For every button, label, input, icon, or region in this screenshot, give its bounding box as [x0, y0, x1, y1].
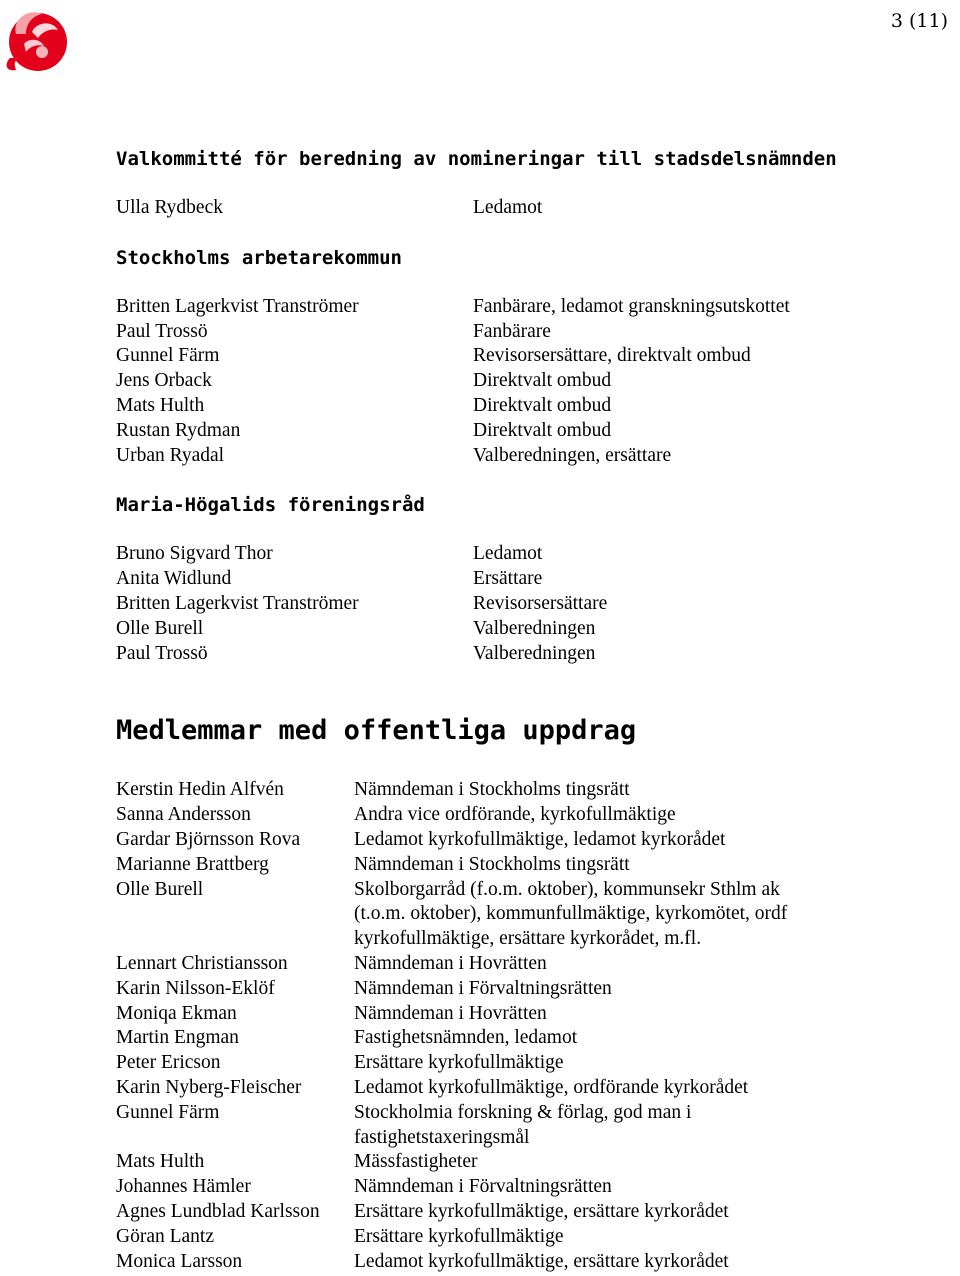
list-item — [116, 803, 936, 828]
member-list — [116, 196, 936, 221]
member-name: Bruno Sigvard Thor — [116, 543, 273, 565]
list-item — [116, 617, 936, 642]
member-role: Ersättare kyrkofullmäktige — [354, 1225, 564, 1247]
member-role: Fanbärare, ledamot granskningsutskottet — [473, 295, 790, 317]
member-role: Direktvalt ombud — [473, 394, 612, 416]
list-item — [116, 1051, 936, 1076]
member-name: Karin Nilsson-Eklöf — [116, 977, 275, 999]
role-line: fastighetstaxeringsmål — [354, 1126, 530, 1148]
member-name: Kerstin Hedin Alfvén — [116, 779, 284, 801]
member-name: Agnes Lundblad Karlsson — [116, 1200, 320, 1222]
member-name: Urban Ryadal — [116, 444, 225, 466]
member-name: Monica Larsson — [116, 1250, 243, 1272]
member-role: Valberedningen, ersättare — [473, 444, 672, 466]
member-name: Gunnel Färm — [116, 1101, 220, 1123]
member-role: Nämndeman i Hovrätten — [354, 952, 547, 974]
member-role: Ledamot — [473, 543, 543, 565]
member-name: Mats Hulth — [116, 394, 205, 416]
member-role: Ersättare kyrkofullmäktige — [354, 1052, 564, 1074]
role-line: Skolborgarråd (f.o.m. oktober), kommunsekr Sthlm ak — [354, 878, 780, 900]
rose-logo-icon — [2, 4, 70, 74]
member-name: Britten Lagerkvist Tranströmer — [116, 592, 359, 614]
member-name: Martin Engman — [116, 1027, 239, 1049]
list-item — [116, 1250, 936, 1275]
member-name: Paul Trossö — [116, 320, 208, 342]
list-item — [116, 778, 936, 803]
document-body — [116, 146, 936, 1274]
list-item — [116, 977, 936, 1002]
member-role: Andra vice ordförande, kyrkofullmäktige — [354, 804, 676, 826]
role-line: kyrkofullmäktige, ersättare kyrkorådet, m.fl. — [354, 928, 702, 950]
list-item — [116, 952, 936, 977]
member-role: Valberedningen — [473, 617, 596, 639]
member-name: Ulla Rydbeck — [116, 197, 223, 218]
member-role: Fanbärare — [473, 320, 551, 342]
list-item — [116, 295, 936, 320]
list-item — [116, 1076, 936, 1101]
member-role: Direktvalt ombud — [473, 419, 612, 441]
list-item — [116, 567, 936, 592]
list-item — [116, 419, 936, 444]
member-name: Paul Trossö — [116, 642, 208, 664]
list-item — [116, 1026, 936, 1051]
member-role: Ledamot kyrkofullmäktige, ledamot kyrkorådet — [354, 828, 726, 850]
list-item — [116, 394, 936, 419]
list-item — [116, 1002, 936, 1027]
member-name: Peter Ericson — [116, 1052, 221, 1074]
member-role: Nämndeman i Förvaltningsrätten — [354, 1176, 612, 1198]
list-item — [116, 1150, 936, 1175]
member-name: Karin Nyberg-Fleischer — [116, 1076, 302, 1098]
member-role: Mässfastigheter — [354, 1151, 478, 1173]
member-role: Ersättare kyrkofullmäktige, ersättare kyrkorådet — [354, 1200, 729, 1222]
member-role: Revisorsersättare — [473, 592, 608, 614]
list-item — [116, 828, 936, 853]
member-role — [354, 1101, 936, 1151]
member-name: Anita Widlund — [116, 568, 232, 590]
member-role: Revisorsersättare, direktvalt ombud — [473, 345, 751, 367]
list-item — [116, 444, 936, 469]
member-name: Göran Lantz — [116, 1225, 214, 1247]
member-name: Britten Lagerkvist Tranströmer — [116, 295, 359, 317]
role-line: Stockholmia forskning & förlag, god man i — [354, 1101, 692, 1123]
list-item — [116, 1200, 936, 1225]
member-role: Valberedningen — [473, 642, 596, 664]
list-item — [116, 592, 936, 617]
list-item — [116, 1175, 936, 1200]
list-item — [116, 542, 936, 567]
member-role: Nämndeman i Hovrätten — [354, 1002, 547, 1024]
list-item — [116, 196, 936, 221]
member-role: Ersättare — [473, 568, 543, 590]
member-name: Jens Orback — [116, 370, 212, 392]
section-heading: Maria-Högalids föreningsråd — [116, 494, 425, 517]
role-line: (t.o.m. oktober), kommunfullmäktige, kyrkomötet, ordf — [354, 903, 788, 925]
list-item — [116, 878, 936, 952]
list-item — [116, 369, 936, 394]
list-item — [116, 344, 936, 369]
list-item — [116, 642, 936, 667]
section-heading: Stockholms arbetarekommun — [116, 246, 402, 269]
member-role: Direktvalt ombud — [473, 370, 612, 392]
page-number: 3 (11) — [890, 10, 948, 32]
list-item — [116, 320, 936, 345]
member-name: Gunnel Färm — [116, 345, 220, 367]
member-list — [116, 295, 936, 469]
member-name: Moniqa Ekman — [116, 1002, 237, 1024]
list-item — [116, 1225, 936, 1250]
member-role: Nämndeman i Förvaltningsrätten — [354, 977, 612, 999]
member-name: Sanna Andersson — [116, 804, 251, 826]
member-list — [116, 542, 936, 666]
member-name: Rustan Rydman — [116, 419, 241, 441]
member-role: Ledamot — [473, 197, 543, 218]
member-name: Olle Burell — [116, 878, 204, 900]
member-role: Nämndeman i Stockholms tingsrätt — [354, 779, 630, 801]
page-title: Medlemmar med offentliga uppdrag — [116, 715, 637, 747]
member-name: Gardar Björnsson Rova — [116, 828, 301, 850]
section-heading: Valkommitté för beredning av nomineringar till stadsdelsnämnden — [116, 148, 837, 170]
member-role: Fastighetsnämnden, ledamot — [354, 1027, 578, 1049]
member-name: Johannes Hämler — [116, 1176, 251, 1198]
member-list — [116, 778, 936, 1274]
member-role: Nämndeman i Stockholms tingsrätt — [354, 853, 630, 875]
list-item — [116, 1101, 936, 1151]
member-role: Ledamot kyrkofullmäktige, ordförande kyrkorådet — [354, 1076, 749, 1098]
member-name: Mats Hulth — [116, 1151, 205, 1173]
list-item — [116, 853, 936, 878]
member-role — [354, 878, 936, 952]
member-name: Lennart Christiansson — [116, 952, 288, 974]
member-role: Ledamot kyrkofullmäktige, ersättare kyrkorådet — [354, 1250, 729, 1272]
member-name: Olle Burell — [116, 617, 204, 639]
member-name: Marianne Brattberg — [116, 853, 269, 875]
